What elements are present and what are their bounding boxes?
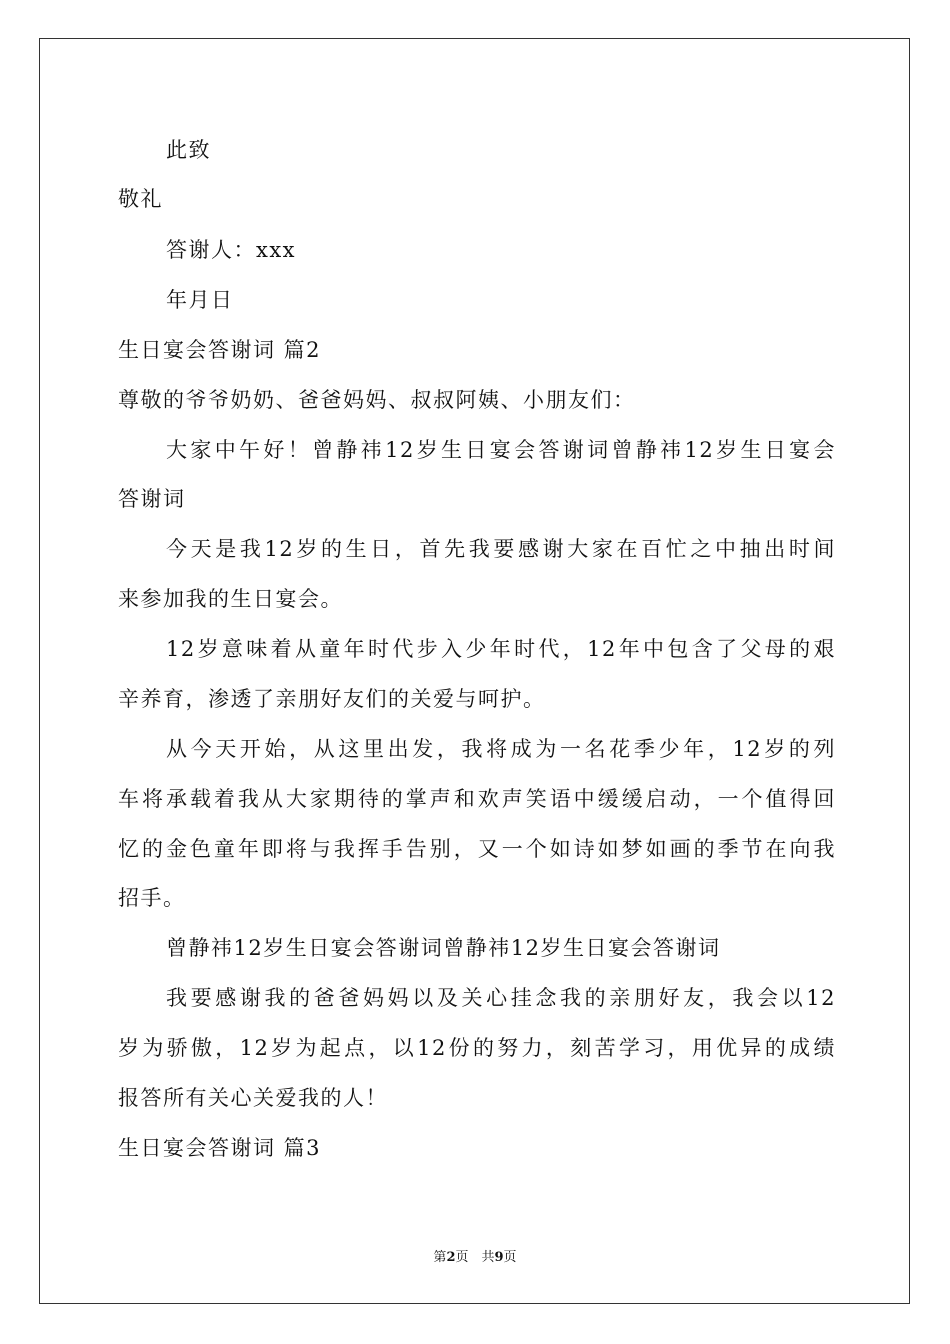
paragraph-line: 大家中午好！曾静祎12岁生日宴会答谢词曾静祎12岁生日宴会 (166, 438, 836, 462)
closing-regards: 敬礼 (118, 187, 163, 211)
footer-mid: 页 共 (455, 1250, 495, 1265)
paragraph-line: 12岁意味着从童年时代步入少年时代，12年中包含了父母的艰 (166, 637, 836, 661)
greeting-line: 尊敬的爷爷奶奶、爸爸妈妈、叔叔阿姨、小朋友们： (118, 388, 636, 412)
date-line: 年月日 (166, 288, 234, 312)
paragraph-line: 岁为骄傲，12岁为起点，以12份的努力，刻苦学习，用优异的成绩 (118, 1036, 836, 1060)
section-heading-3: 生日宴会答谢词 篇3 (118, 1136, 322, 1160)
total-page-count: 9 (494, 1250, 504, 1265)
page-border (39, 38, 910, 1304)
paragraph-line: 从今天开始，从这里出发，我将成为一名花季少年，12岁的列 (166, 737, 836, 761)
paragraph-line: 来参加我的生日宴会。 (118, 587, 343, 611)
footer-suffix: 页 (503, 1250, 517, 1265)
paragraph-line: 辛养育，渗透了亲朋好友们的关爱与呵护。 (118, 687, 546, 711)
paragraph-line: 报答所有关心关爱我的人！ (118, 1086, 388, 1110)
paragraph-line: 车将承载着我从大家期待的掌声和欢声笑语中缓缓启动，一个值得回 (118, 787, 836, 811)
closing-salutation: 此致 (166, 138, 211, 162)
current-page-number: 2 (446, 1250, 456, 1265)
paragraph-line: 今天是我12岁的生日，首先我要感谢大家在百忙之中抽出时间 (166, 537, 836, 561)
paragraph-line: 答谢词 (118, 487, 186, 511)
paragraph-line: 招手。 (118, 886, 186, 910)
footer-prefix: 第 (433, 1250, 447, 1265)
paragraph-line: 忆的金色童年即将与我挥手告别，又一个如诗如梦如画的季节在向我 (118, 837, 836, 861)
signature-line: 答谢人：xxx (166, 238, 297, 262)
paragraph-line: 我要感谢我的爸爸妈妈以及关心挂念我的亲朋好友，我会以12 (166, 986, 836, 1010)
section-heading-2: 生日宴会答谢词 篇2 (118, 338, 322, 362)
page-footer (0, 1250, 950, 1266)
paragraph-line: 曾静祎12岁生日宴会答谢词曾静祎12岁生日宴会答谢词 (166, 936, 721, 960)
